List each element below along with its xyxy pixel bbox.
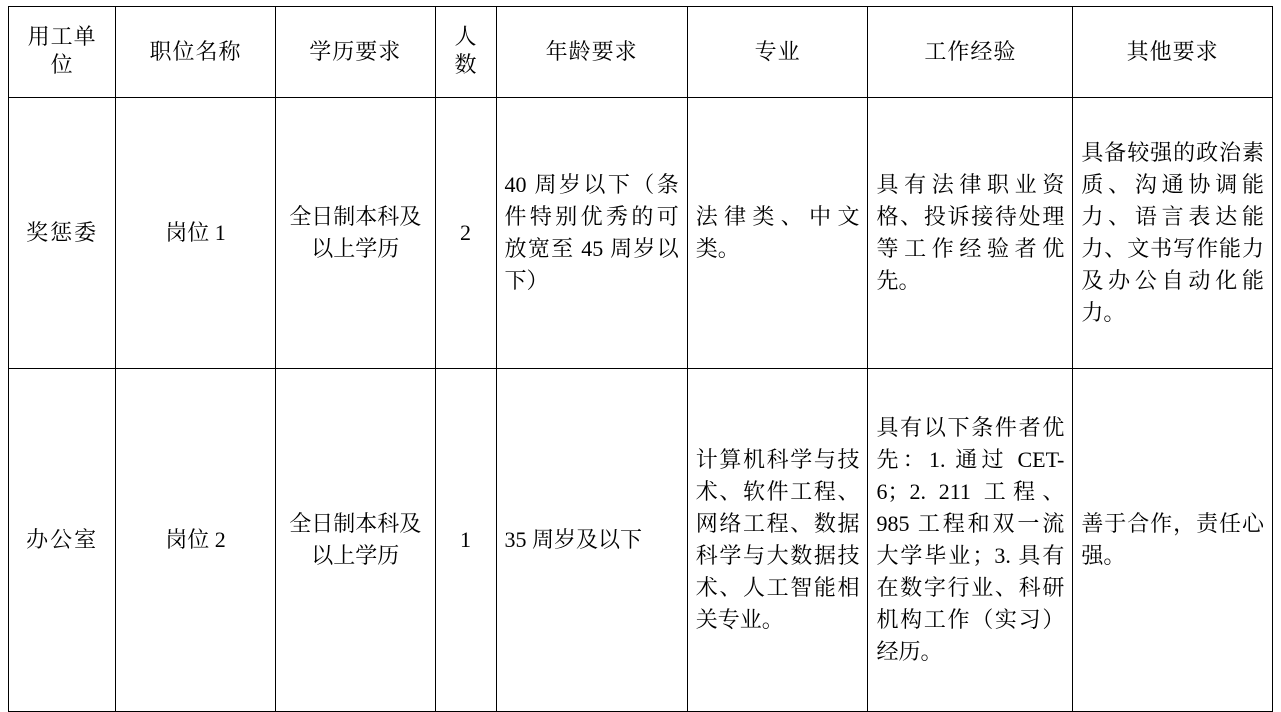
column-header-unit (9, 7, 116, 98)
column-header-position-label: 职位名称 (149, 39, 242, 65)
cell-other: 具备较强的政治素质、沟通协调能力、语言表达能力、文书写作能力及办公自动化能力。 (1073, 98, 1273, 369)
table-header (9, 7, 1273, 98)
table-row (9, 369, 1273, 712)
recruitment-table (8, 6, 1273, 712)
cell-count: 2 (435, 98, 496, 369)
table-body (9, 98, 1273, 712)
column-header-other (1073, 7, 1273, 98)
cell-major: 法律类、中文类。 (687, 98, 868, 369)
cell-other: 善于合作，责任心强。 (1073, 369, 1273, 712)
cell-experience: 具有以下条件者优先：1. 通过 CET-6；2. 211 工程、985 工程和双一流大学毕业；3. 具有在数字行业、科研机构工作（实习）经历。 (868, 369, 1073, 712)
cell-count: 1 (435, 369, 496, 712)
cell-education: 全日制本科及以上学历 (275, 369, 435, 712)
cell-unit: 奖惩委 (9, 98, 116, 369)
cell-age: 35 周岁及以下 (496, 369, 687, 712)
column-header-position (116, 7, 276, 98)
cell-experience: 具有法律职业资格、投诉接待处理等工作经验者优先。 (868, 98, 1073, 369)
cell-age: 40 周岁以下（条件特别优秀的可放宽至 45 周岁以下） (496, 98, 687, 369)
cell-position: 岗位 1 (116, 98, 276, 369)
table-header-row (9, 7, 1273, 98)
column-header-count (435, 7, 496, 98)
cell-major: 计算机科学与技术、软件工程、网络工程、数据科学与大数据技术、人工智能相关专业。 (687, 369, 868, 712)
column-header-count-label: 人数 (454, 23, 477, 78)
column-header-age (496, 7, 687, 98)
column-header-unit-label: 用工单位 (27, 23, 97, 78)
column-header-experience-label: 工作经验 (924, 39, 1017, 65)
column-header-major-label: 专业 (754, 39, 801, 65)
table-row (9, 98, 1273, 369)
cell-position: 岗位 2 (116, 369, 276, 712)
column-header-age-label: 年龄要求 (545, 39, 638, 65)
column-header-experience (868, 7, 1073, 98)
cell-unit: 办公室 (9, 369, 116, 712)
cell-education: 全日制本科及以上学历 (275, 98, 435, 369)
column-header-major (687, 7, 868, 98)
column-header-education-label: 学历要求 (309, 39, 402, 65)
column-header-other-label: 其他要求 (1126, 39, 1219, 65)
column-header-education (275, 7, 435, 98)
